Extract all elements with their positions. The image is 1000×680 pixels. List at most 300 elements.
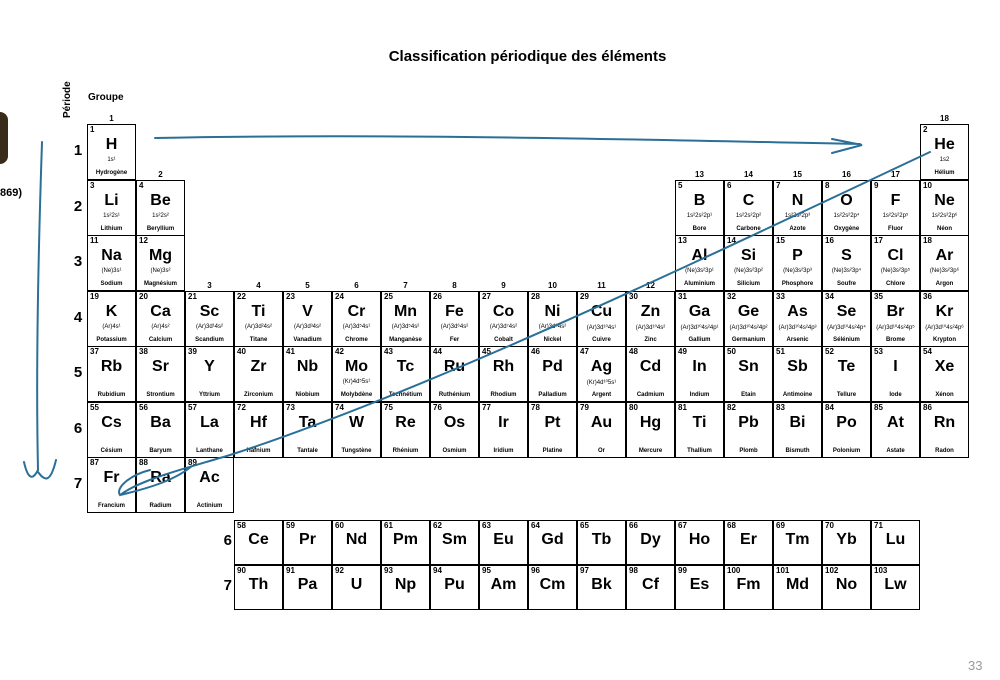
element-cell (332, 346, 381, 402)
element-name: Lanthane (196, 447, 223, 454)
element-name: Soufre (836, 281, 856, 287)
f-block-element-cell (234, 565, 283, 610)
element-symbol: K (105, 302, 118, 320)
atomic-number: 4 (139, 180, 144, 190)
atomic-number: 47 (580, 347, 589, 356)
element-name: Hafnium (246, 447, 271, 454)
element-name: Technétium (388, 392, 423, 398)
atomic-number: 55 (90, 402, 99, 412)
atomic-number: 62 (433, 521, 442, 530)
atomic-number: 94 (433, 566, 442, 575)
element-symbol: Pr (299, 531, 316, 548)
element-cell (234, 402, 283, 458)
electron-configuration: 1s²2s²2p² (735, 212, 762, 219)
element-cell (773, 291, 822, 347)
electron-configuration: (Ar)4s² (151, 323, 170, 330)
atomic-number: 30 (629, 291, 638, 301)
f-block-element-cell (675, 520, 724, 565)
group-number: 7 (403, 280, 408, 290)
atomic-number: 99 (678, 566, 687, 575)
element-symbol: Dy (640, 531, 661, 548)
electron-configuration: (Ar)3d¹4s² (195, 323, 223, 330)
element-symbol: P (792, 247, 803, 264)
atomic-number: 22 (237, 291, 246, 301)
element-cell (675, 346, 724, 402)
element-symbol: Ag (590, 358, 613, 375)
element-symbol: U (350, 576, 363, 593)
element-name: Bismuth (785, 447, 810, 454)
element-symbol: Ge (737, 302, 760, 320)
atomic-number: 80 (629, 402, 638, 412)
atomic-number: 7 (776, 180, 781, 190)
element-symbol: He (934, 136, 955, 153)
f-block-element-cell (724, 520, 773, 565)
element-symbol: Sn (738, 358, 759, 375)
atomic-number: 68 (727, 521, 736, 530)
element-symbol: Pu (444, 576, 465, 593)
element-cell (626, 291, 675, 347)
element-cell (136, 235, 185, 291)
atomic-number: 12 (139, 236, 148, 245)
element-name: Ruthénium (438, 392, 471, 398)
element-name: Etain (741, 392, 756, 398)
element-name: Iode (889, 392, 902, 398)
element-cell (87, 346, 136, 402)
element-cell (724, 235, 773, 291)
element-cell (87, 402, 136, 458)
group-number: 6 (354, 280, 359, 290)
element-cell (185, 346, 234, 402)
element-symbol: O (840, 191, 853, 209)
atomic-number: 96 (531, 566, 540, 575)
atomic-number: 82 (727, 402, 736, 412)
element-name: Thallium (687, 447, 712, 454)
atomic-number: 25 (384, 291, 393, 301)
element-name: Zirconium (243, 392, 273, 398)
page-number: 33 (968, 658, 983, 673)
electron-configuration: (Ne)3s²3p⁵ (880, 268, 911, 274)
atomic-number: 9 (874, 180, 879, 190)
element-name: Argon (935, 281, 954, 287)
element-symbol: Ta (298, 413, 317, 431)
element-cell (577, 291, 626, 347)
period-number: 7 (73, 475, 83, 492)
element-name: Niobium (295, 392, 320, 398)
element-name: Polonium (832, 447, 861, 454)
element-name: Tellure (836, 392, 857, 398)
group-number: 4 (256, 280, 261, 290)
element-name: Plomb (739, 447, 758, 454)
element-symbol: I (893, 358, 898, 375)
atomic-number: 88 (139, 458, 148, 467)
element-symbol: La (200, 413, 219, 431)
f-block-element-cell (283, 520, 332, 565)
group-number: 15 (793, 169, 802, 179)
atomic-number: 20 (139, 291, 148, 301)
element-name: Fer (449, 336, 460, 343)
element-cell (822, 402, 871, 458)
group-number: 13 (695, 169, 704, 179)
element-cell (136, 457, 185, 513)
f-block-element-cell (528, 565, 577, 610)
period-axis-label: Période (62, 81, 73, 118)
atomic-number: 74 (335, 402, 344, 412)
element-name: Zinc (644, 336, 657, 343)
element-name: Carbone (736, 225, 761, 232)
group-axis-label: Groupe (88, 92, 124, 103)
element-symbol: S (841, 247, 852, 264)
element-name: Radon (935, 447, 954, 454)
atomic-number: 46 (531, 347, 540, 356)
electron-configuration: (Kr)4d¹⁰5s¹ (586, 380, 617, 386)
element-symbol: N (791, 191, 804, 209)
electron-configuration: 1s²2s²2p⁶ (931, 212, 958, 219)
element-cell (920, 180, 969, 236)
f-block-element-cell (234, 520, 283, 565)
element-cell (87, 457, 136, 513)
element-symbol: Rn (933, 413, 956, 431)
element-name: Vanadium (293, 336, 322, 343)
element-cell (87, 124, 136, 180)
electron-configuration: (Ne)3s²3p¹ (685, 268, 714, 274)
period-number: 3 (73, 253, 83, 270)
element-symbol: Rb (100, 358, 123, 375)
cropped-text-fragment: 869) (0, 187, 23, 199)
atomic-number: 50 (727, 347, 736, 356)
electron-configuration: (Ar)3d¹⁰4s²4p⁴ (827, 324, 866, 331)
element-cell (675, 402, 724, 458)
element-symbol: Kr (935, 302, 954, 320)
element-cell (528, 291, 577, 347)
element-symbol: Te (837, 358, 856, 375)
element-cell (283, 291, 332, 347)
down-arrow-stroke (24, 142, 56, 479)
electron-configuration: (Kr)4d⁵5s¹ (342, 379, 371, 385)
element-cell (87, 235, 136, 291)
atomic-number: 17 (874, 236, 883, 245)
atomic-number: 21 (188, 291, 197, 301)
element-name: Argent (591, 392, 612, 398)
atomic-number: 102 (825, 566, 839, 575)
element-symbol: Pt (544, 413, 561, 431)
element-name: Néon (937, 225, 952, 232)
element-symbol: Al (691, 247, 708, 264)
element-cell (773, 180, 822, 236)
element-name: Nickel (543, 336, 562, 343)
group-number: 2 (158, 169, 163, 179)
element-cell (87, 180, 136, 236)
element-name: Baryum (149, 447, 172, 454)
element-symbol: Tc (396, 358, 415, 375)
f-block-element-cell (332, 565, 381, 610)
f-block-element-cell (332, 520, 381, 565)
atomic-number: 78 (531, 402, 540, 412)
element-cell (675, 291, 724, 347)
atomic-number: 89 (188, 458, 197, 467)
atomic-number: 76 (433, 402, 442, 412)
atomic-number: 72 (237, 402, 246, 412)
element-symbol: As (787, 302, 808, 320)
element-cell (381, 291, 430, 347)
element-name: Rhénium (392, 447, 419, 454)
element-symbol: Nd (345, 531, 368, 548)
group-number: 3 (207, 280, 212, 290)
electron-configuration: (Ne)3s²3p⁶ (929, 268, 960, 274)
element-name: Sélénium (833, 336, 860, 343)
atomic-number: 43 (384, 347, 393, 356)
atomic-number: 91 (286, 566, 295, 575)
cropped-photo-fragment (0, 112, 8, 164)
element-cell (479, 291, 528, 347)
element-symbol: Am (490, 576, 517, 593)
element-symbol: Ti (251, 302, 266, 320)
element-symbol: Os (443, 413, 466, 431)
atomic-number: 51 (776, 347, 785, 356)
atomic-number: 16 (825, 236, 834, 245)
element-symbol: At (887, 413, 904, 431)
element-symbol: Eu (493, 531, 514, 548)
element-symbol: Pb (738, 413, 759, 431)
element-cell (479, 346, 528, 402)
element-symbol: Md (785, 576, 810, 593)
element-symbol: W (348, 413, 365, 431)
element-name: Manganèse (389, 336, 422, 343)
element-name: Fluor (888, 225, 903, 232)
atomic-number: 8 (825, 180, 830, 190)
element-symbol: Lu (885, 531, 906, 548)
element-name: Calcium (148, 336, 173, 343)
atomic-number: 38 (139, 347, 148, 356)
f-block-element-cell (871, 520, 920, 565)
electron-configuration: (Ar)3d¹⁰4s²4p⁵ (876, 324, 915, 331)
electron-configuration: (Ne)3s²3p² (734, 268, 763, 274)
element-name: Indium (689, 392, 710, 398)
f-block-element-cell (381, 520, 430, 565)
page-title: Classification périodique des éléments (388, 48, 667, 65)
element-name: Molybdène (340, 392, 373, 398)
element-symbol: Ni (544, 302, 561, 320)
atomic-number: 101 (776, 566, 790, 575)
element-symbol: Sm (442, 531, 467, 548)
element-name: Arsenic (786, 336, 809, 343)
f-block-element-cell (479, 520, 528, 565)
electron-configuration: (Ar)3d⁷4s² (489, 323, 518, 330)
f-block-element-cell (577, 520, 626, 565)
f-block-element-cell (381, 565, 430, 610)
electron-configuration: (Ar)3d³4s² (293, 323, 321, 330)
atomic-number: 37 (90, 347, 99, 356)
element-name: Hydrogène (95, 170, 128, 176)
atomic-number: 71 (874, 521, 883, 530)
atomic-number: 90 (237, 566, 246, 575)
f-block-element-cell (724, 565, 773, 610)
f-block-element-cell (479, 565, 528, 610)
period-number: 6 (73, 419, 83, 437)
element-symbol: Ir (498, 413, 509, 431)
element-symbol: Hf (250, 413, 267, 431)
element-name: Francium (97, 503, 125, 509)
element-name: Hélium (934, 170, 955, 176)
element-cell (136, 291, 185, 347)
element-cell (675, 235, 724, 291)
atomic-number: 31 (678, 291, 687, 301)
atomic-number: 34 (825, 291, 834, 301)
element-name: Césium (100, 447, 123, 454)
element-name: Scandium (195, 336, 224, 343)
element-cell (283, 346, 332, 402)
atomic-number: 26 (433, 291, 442, 301)
element-cell (528, 346, 577, 402)
element-symbol: Xe (934, 358, 955, 375)
electron-configuration: (Ar)4s¹ (102, 323, 121, 330)
element-symbol: Nb (296, 358, 319, 375)
element-name: Phosphore (781, 281, 814, 287)
atomic-number: 49 (678, 347, 687, 356)
element-symbol: Cr (347, 302, 366, 320)
atomic-number: 54 (923, 347, 932, 356)
atomic-number: 75 (384, 402, 393, 412)
element-name: Chrome (345, 336, 368, 343)
element-symbol: Bi (789, 413, 806, 431)
atomic-number: 3 (90, 180, 95, 190)
atomic-number: 73 (286, 402, 295, 412)
element-cell (283, 402, 332, 458)
atomic-number: 33 (776, 291, 785, 301)
atomic-number: 83 (776, 402, 785, 412)
element-symbol: Sb (787, 358, 808, 375)
element-symbol: Cs (101, 413, 122, 431)
element-name: Radium (149, 503, 172, 509)
f-block-element-cell (626, 520, 675, 565)
element-symbol: Au (590, 413, 613, 431)
atomic-number: 85 (874, 402, 883, 412)
element-symbol: Ho (688, 531, 711, 548)
group-number: 1 (109, 114, 114, 123)
element-cell (822, 291, 871, 347)
period-number: 4 (73, 308, 83, 326)
element-cell (185, 457, 234, 513)
element-name: Osmium (442, 447, 467, 454)
atomic-number: 23 (286, 291, 295, 301)
electron-configuration: 1s¹ (107, 157, 116, 163)
electron-configuration: (Ar)3d⁵4s² (391, 323, 420, 330)
atomic-number: 87 (90, 458, 99, 467)
atomic-number: 58 (237, 521, 246, 530)
element-name: Rhodium (490, 392, 517, 398)
element-symbol: Y (204, 358, 215, 375)
element-name: Cuivre (592, 336, 611, 343)
element-name: Actinium (196, 503, 223, 509)
element-symbol: H (105, 136, 118, 153)
f-block-element-cell (773, 520, 822, 565)
electron-configuration: (Ne)3s¹ (101, 268, 122, 274)
atomic-number: 18 (923, 236, 932, 245)
atomic-number: 81 (678, 402, 687, 412)
element-symbol: Es (689, 576, 710, 593)
electron-configuration: (Ar)3d¹⁰4s²4p³ (778, 324, 817, 331)
element-name: Or (597, 447, 605, 454)
atomic-number: 92 (335, 566, 344, 575)
f-block-element-cell (626, 565, 675, 610)
element-symbol: Na (101, 247, 122, 264)
element-symbol: Ca (150, 302, 171, 320)
element-symbol: Cu (590, 302, 613, 320)
element-name: Aluminium (684, 281, 715, 287)
element-cell (871, 291, 920, 347)
element-name: Sodium (100, 281, 123, 287)
f-block-element-cell (577, 565, 626, 610)
atomic-number: 61 (384, 521, 393, 530)
element-name: Oxygène (833, 225, 860, 232)
element-cell (577, 402, 626, 458)
atomic-number: 27 (482, 291, 491, 301)
element-symbol: Er (740, 531, 757, 548)
atomic-number: 28 (531, 291, 540, 301)
element-symbol: Cd (639, 358, 662, 375)
atomic-number: 24 (335, 291, 344, 301)
element-name: Iridium (493, 447, 514, 454)
element-cell (430, 291, 479, 347)
element-symbol: Ar (935, 247, 954, 264)
element-symbol: Lw (884, 576, 907, 593)
element-cell (136, 180, 185, 236)
group-number: 10 (548, 280, 557, 290)
element-symbol: Ce (248, 531, 269, 548)
atomic-number: 65 (580, 521, 589, 530)
electron-configuration: 1s²2s² (152, 212, 169, 219)
atomic-number: 53 (874, 347, 883, 356)
electron-configuration: (Ne)3s² (150, 268, 171, 274)
element-name: Brome (885, 336, 905, 343)
atomic-number: 84 (825, 402, 834, 412)
atomic-number: 93 (384, 566, 393, 575)
atomic-number: 79 (580, 402, 589, 412)
element-symbol: Sr (152, 358, 169, 375)
element-symbol: Pa (297, 576, 318, 593)
element-cell (724, 291, 773, 347)
group-number: 5 (305, 280, 310, 290)
element-name: Beryllium (146, 225, 175, 232)
group-number: 11 (597, 280, 606, 290)
element-name: Gallium (688, 336, 711, 343)
element-symbol: V (302, 302, 313, 320)
element-cell (822, 180, 871, 236)
element-symbol: Fr (103, 469, 120, 486)
element-cell (136, 346, 185, 402)
element-cell (871, 346, 920, 402)
element-symbol: B (693, 191, 706, 209)
element-cell (185, 291, 234, 347)
element-symbol: C (742, 191, 755, 209)
f-block-element-cell (675, 565, 724, 610)
element-symbol: Ne (934, 191, 955, 209)
element-cell (479, 402, 528, 458)
element-name: Krypton (933, 336, 956, 343)
element-symbol: Mn (393, 302, 418, 320)
element-symbol: Rh (492, 358, 515, 375)
element-name: Silicium (736, 281, 760, 287)
element-name: Potassium (96, 336, 127, 343)
atomic-number: 70 (825, 521, 834, 530)
element-cell (528, 402, 577, 458)
atomic-number: 97 (580, 566, 589, 575)
element-symbol: Ac (199, 469, 220, 486)
f-block-element-cell (528, 520, 577, 565)
atomic-number: 95 (482, 566, 491, 575)
atomic-number: 42 (335, 347, 344, 356)
element-name: Mercure (638, 447, 663, 454)
electron-configuration: (Ar)3d¹⁰4s²4p⁶ (925, 324, 964, 331)
